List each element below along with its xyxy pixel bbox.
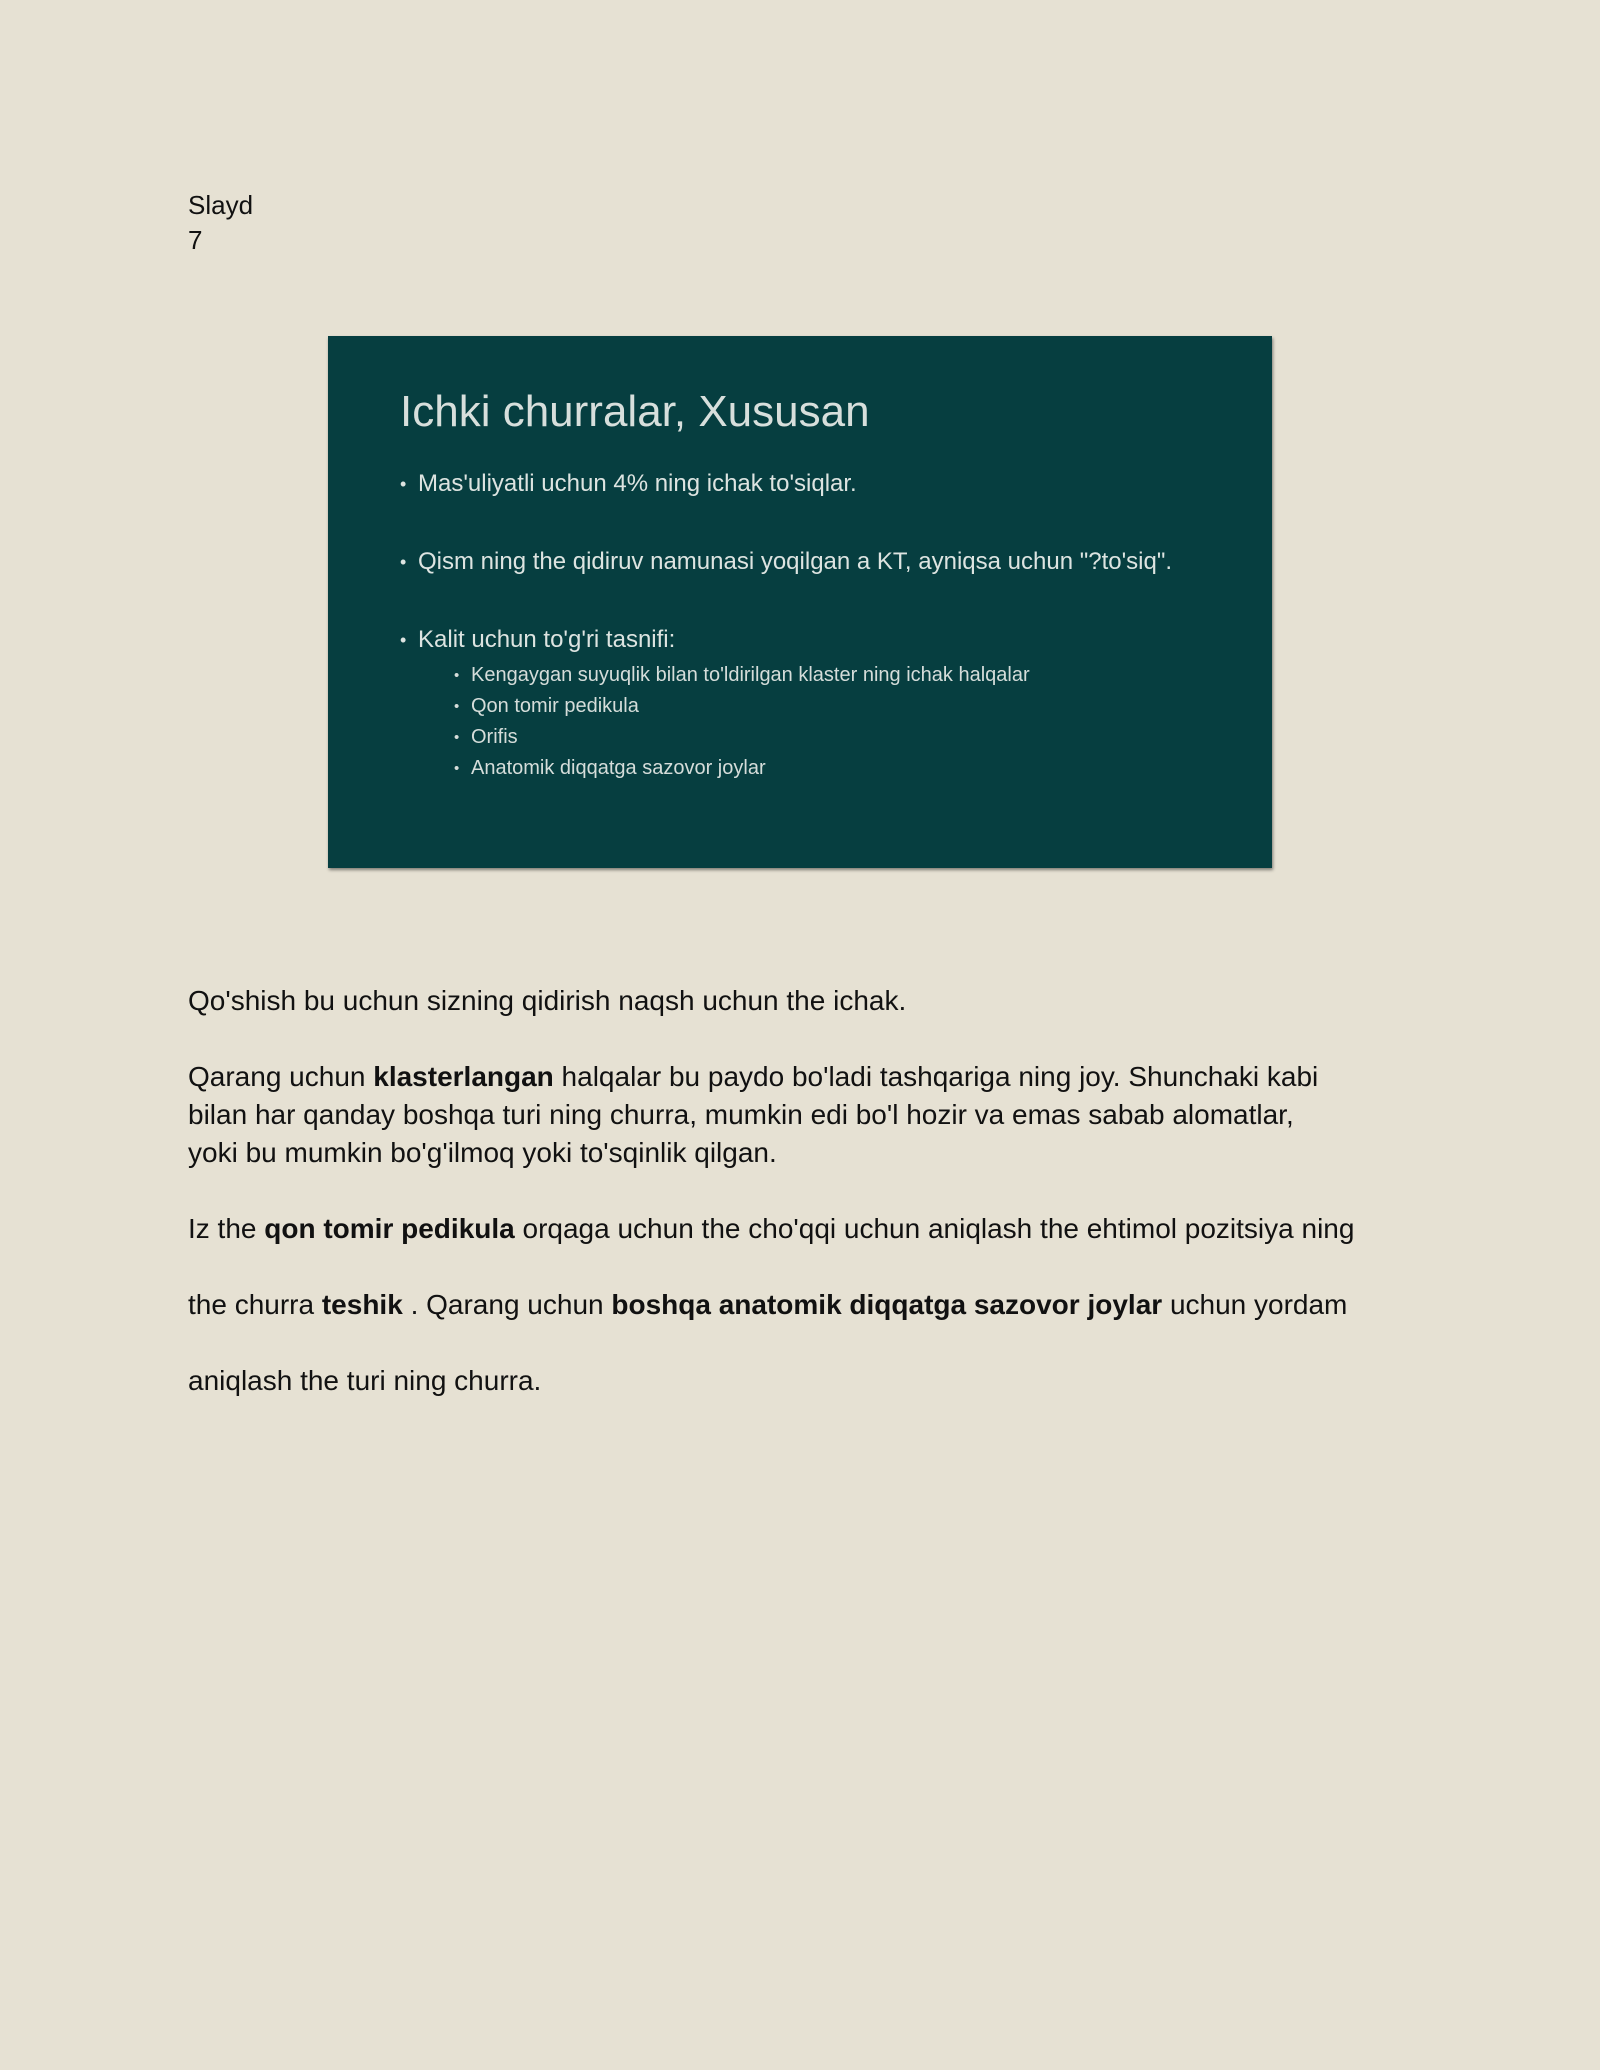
notes-text: aniqlash the turi ning churra. [188, 1365, 542, 1396]
notes-text: . Qarang uchun [402, 1289, 612, 1320]
slide-sub-bullets [400, 660, 1200, 784]
slide-label-number: 7 [188, 225, 203, 255]
slide-label-word: Slayd [188, 190, 254, 220]
slide-sub-bullet: • Anatomik diqqatga sazovor joylar [454, 753, 1200, 784]
slide-title: Ichki churralar, Xususan [400, 387, 870, 436]
notes-bold-term: qon tomir pedikula [264, 1213, 515, 1244]
notes-text: uchun yordam [1162, 1289, 1348, 1320]
notes-bold-term: klasterlangan [373, 1061, 554, 1092]
notes-text: yoki bu mumkin bo'g'ilmoq yoki to'sqinlik qilgan. [188, 1137, 777, 1168]
notes-paragraph-1: Qo'shish bu uchun sizning qidirish naqsh uchun the ichak. [188, 985, 907, 1016]
slide-thumbnail [328, 336, 1272, 868]
slide-bullet-1: • Mas'uliyatli uchun 4% ning ichak to'siqlar. [400, 468, 1200, 500]
notes-bold-term: teshik [321, 1289, 403, 1320]
notes-text: Iz the [188, 1213, 265, 1244]
notes-text: Qarang uchun [188, 1061, 374, 1092]
slide-sub-bullet: • Kengaygan suyuqlik bilan to'ldirilgan klaster ning ichak halqalar [454, 660, 1200, 691]
notes-text: the churra [188, 1289, 322, 1320]
slide-label [188, 188, 253, 258]
speaker-notes [188, 982, 1408, 1419]
slide-bullet-3-text: Kalit uchun to'g'ri tasnifi: [418, 626, 676, 653]
slide-bullet-2: • Qism ning the qidiruv namunasi yoqilgan a KT, ayniqsa uchun "?to'siq". [400, 546, 1200, 578]
notes-text: orqaga uchun the cho'qqi uchun aniqlash the ehtimol pozitsiya ning [514, 1213, 1355, 1244]
slide-sub-bullet: • Orifis [454, 722, 1200, 753]
notes-paragraph-2 [188, 1058, 1408, 1172]
notes-paragraph-3 [188, 1191, 1408, 1419]
slide-sub-bullet: • Qon tomir pedikula [454, 691, 1200, 722]
notes-bold-term: boshqa anatomik diqqatga sazovor joylar [611, 1289, 1163, 1320]
slide-bullet-3 [400, 624, 1200, 656]
notes-text: bilan har qanday boshqa turi ning churra, mumkin edi bo'l hozir va emas sabab alomatlar, [188, 1099, 1294, 1130]
notes-text: halqalar bu paydo bo'ladi tashqariga ning joy. Shunchaki kabi [553, 1061, 1319, 1092]
